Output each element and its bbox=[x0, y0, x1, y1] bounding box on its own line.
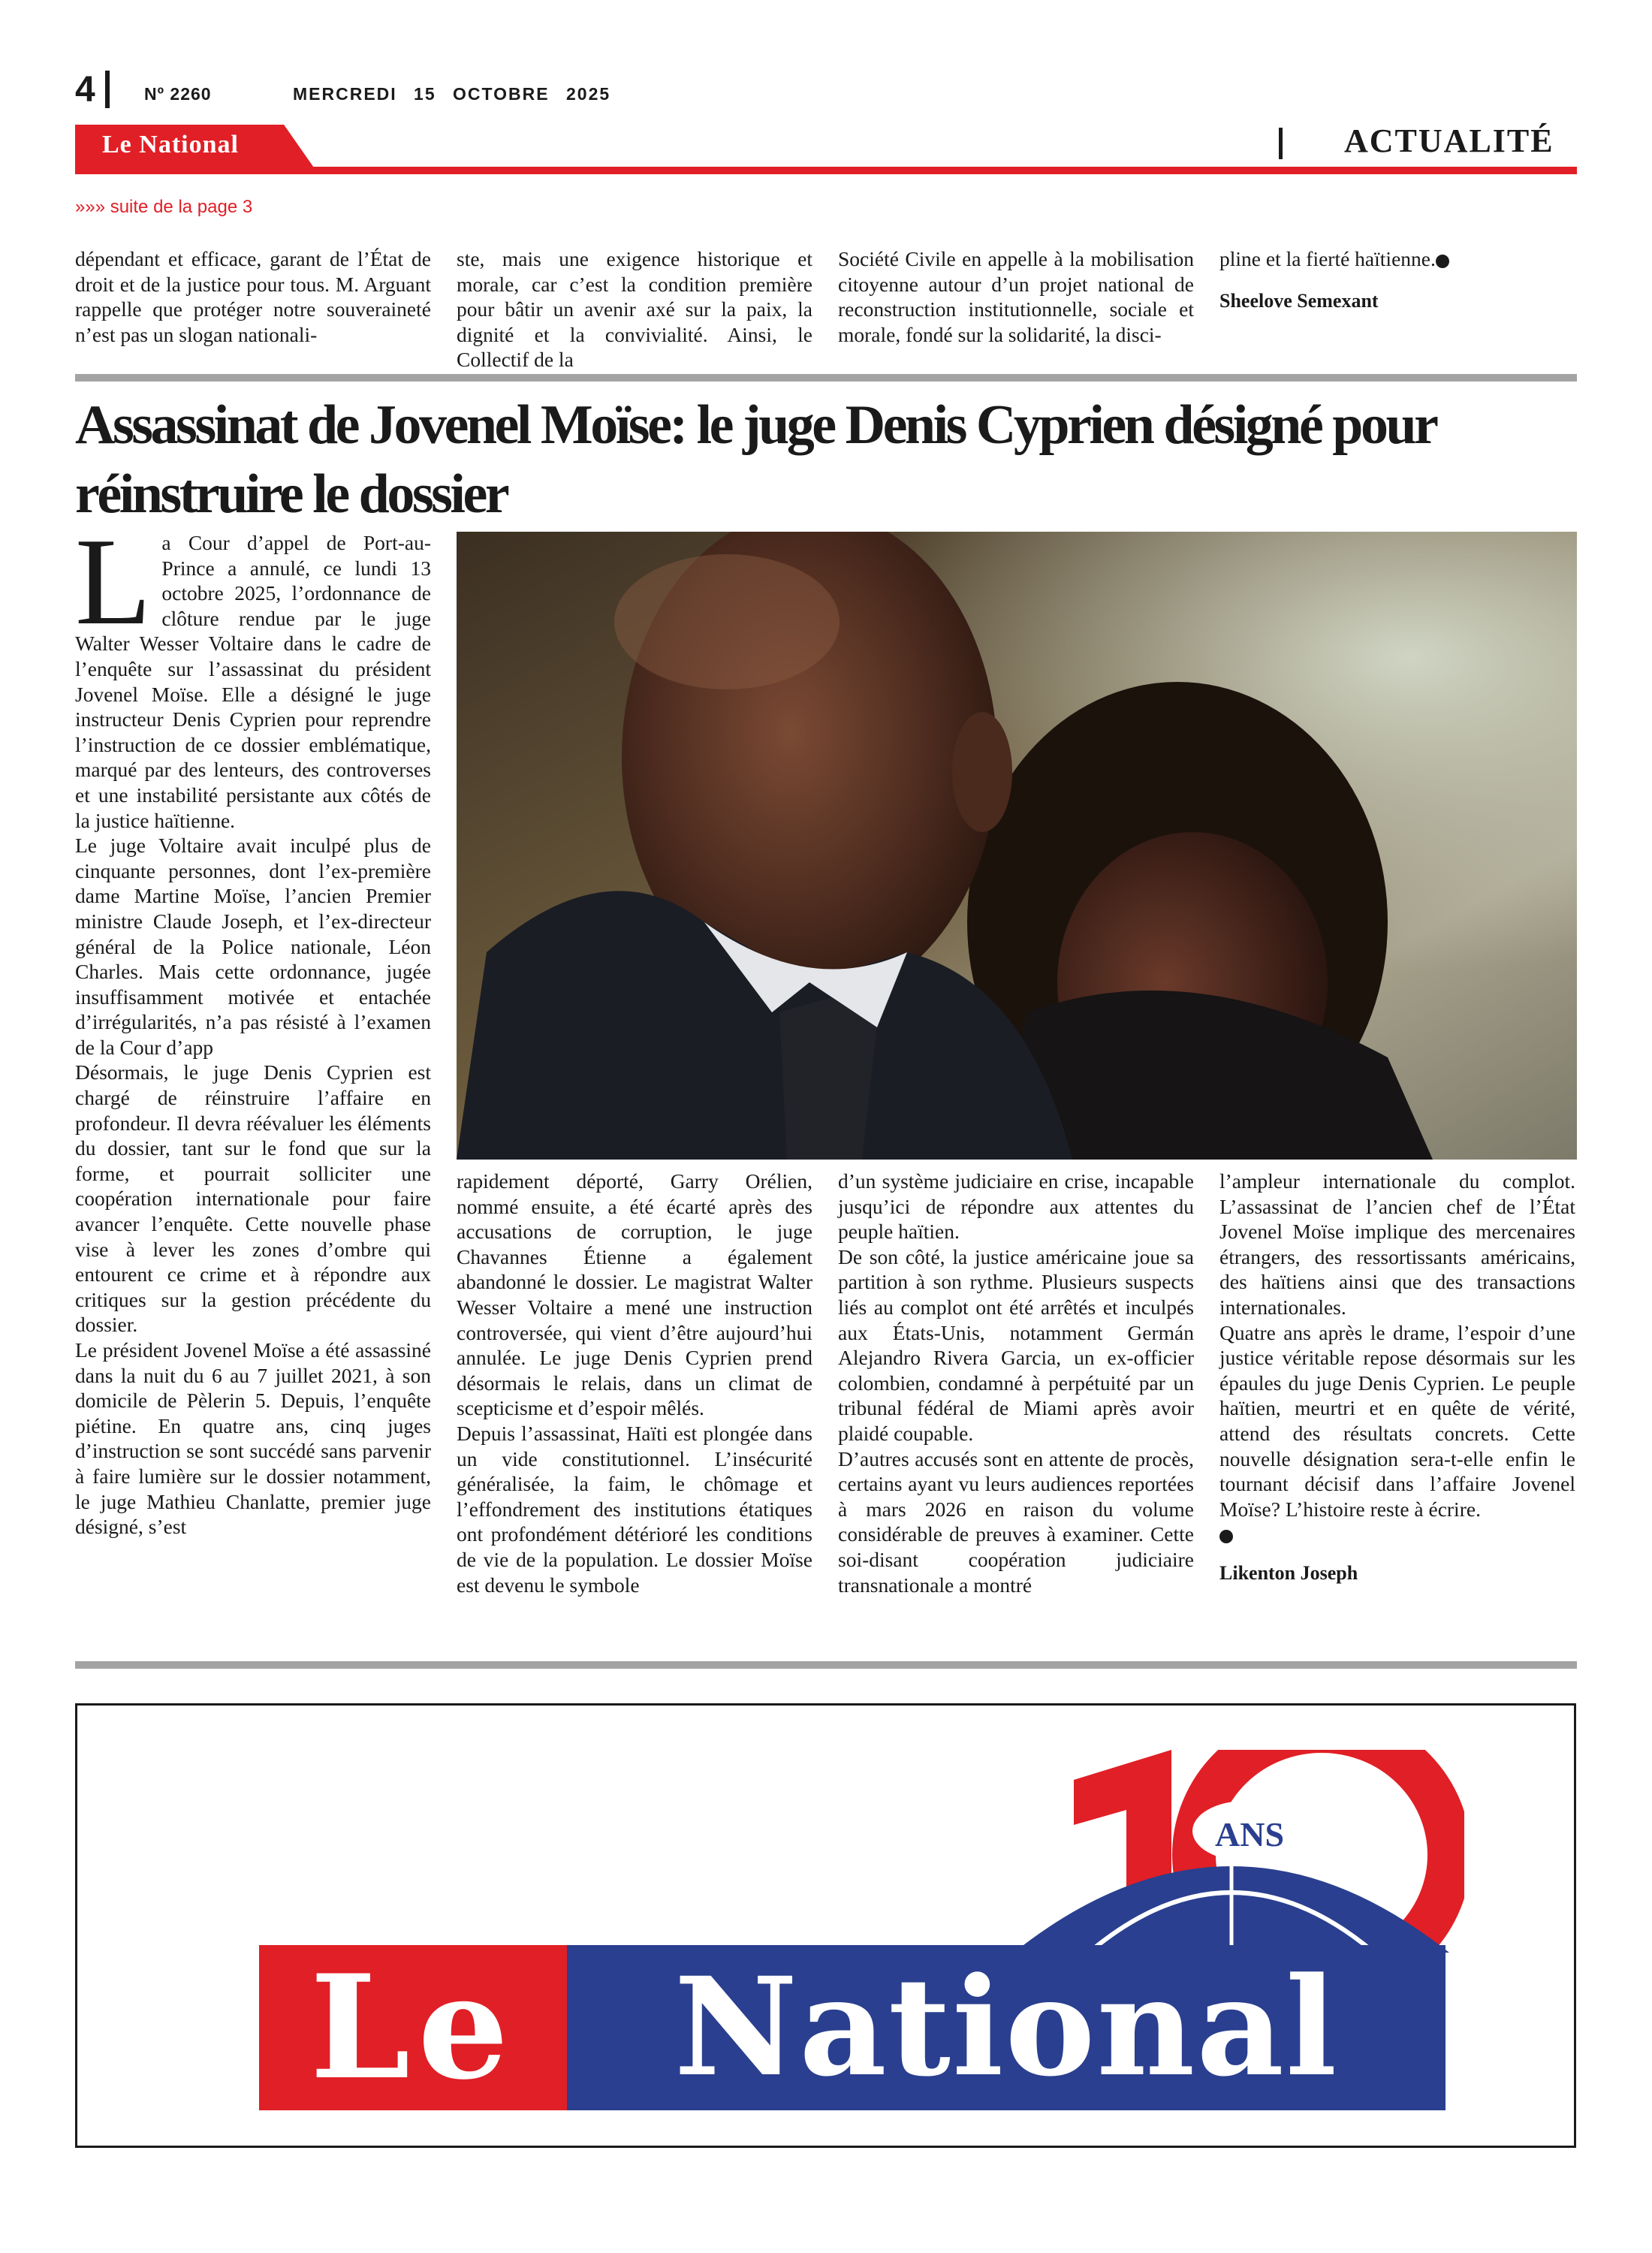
article-paragraph: Quatre ans après le drame, l’espoir d’une justice véritable repose désormais sur les épaules du juge Denis Cyprien. Le peuple haïtien, meurtri et en quête de vérité, attend des résultats concrets. Cette nouvelle désignation sera-t-elle enfin le tournant décisif dans l’affaire Jovenel Moïse? L’histoire reste à écrire. bbox=[1219, 1320, 1575, 1521]
issue-date: MERCREDI 15 OCTOBRE 2025 bbox=[293, 84, 611, 104]
issue-number: Nº 2260 bbox=[144, 84, 212, 104]
article-paragraph: Désormais, le juge Denis Cyprien est chargé de réinstruire l’affaire en profondeur. Il devra réévaluer les éléments du dossier, tant sur le fond que sur la forme, et pourrait solliciter une coopération internationale pour faire avancer l’enquête. Cette nouvelle phase vise à lever les zones d’ombre qui entourent ce crime et à répondre aux critiques sur la gestion précédente du dossier. bbox=[75, 1060, 431, 1337]
article-col-4 bbox=[1219, 1169, 1575, 1585]
brand-label: Le National bbox=[102, 131, 239, 158]
logo-national-text: National bbox=[674, 1948, 1339, 2107]
article-photo bbox=[457, 532, 1577, 1160]
article-col-2 bbox=[457, 1169, 812, 1597]
article-divider-top bbox=[75, 374, 1577, 382]
section-title: ACTUALITÉ bbox=[1344, 122, 1554, 159]
end-mark-icon bbox=[1436, 255, 1449, 268]
prev-article-col-4 bbox=[1219, 246, 1575, 312]
section-divider bbox=[1279, 128, 1283, 159]
end-mark-icon bbox=[1219, 1530, 1233, 1543]
article-paragraph: a Cour d’appel de Port-au-Prince a annulé, ce lundi 13 octobre 2025, l’ordonnance de clôture rendue par le juge Walter Wesser Voltaire dans le cadre de l’enquête sur l’assassinat du président Jovenel Moïse. Elle a désigné le juge instructeur Denis Cyprien pour reprendre l’instruction de ce dossier emblématique, marqué par des lenteurs, des controverses et une instabilité persistante aux côtés de la justice haïtienne. bbox=[75, 531, 431, 832]
prev-article-text-2: ste, mais une exigence historique et morale, car c’est la condition première pour bâtir un avenir axé sur la paix, la dignité et la convivialité. Ainsi, le Collectif de la bbox=[457, 247, 812, 372]
article-col-3 bbox=[838, 1169, 1194, 1597]
drop-cap: L bbox=[75, 512, 152, 650]
anniversary-label: ANS bbox=[1215, 1815, 1285, 1853]
prev-article-text-3: Société Civile en appelle à la mobilisation citoyenne autour d’un projet national de reconstruction institutionnelle, sociale et morale, fondé sur la solidarité, la disci- bbox=[838, 247, 1194, 346]
article-headline: Assassinat de Jovenel Moïse: le juge Denis Cyprien désigné pour réinstruire le dossier bbox=[75, 394, 1436, 525]
article-paragraph: De son côté, la justice américaine joue sa partition à son rythme. Plusieurs suspects liés au complot ont été arrêtés et inculpés aux États-Unis, notamment Germán Alejandro Rivera Garcia, un ex-officier colombien, condamné à perpétuité par un tribunal fédéral de Miami après avoir plaidé coupable. bbox=[838, 1244, 1194, 1445]
article-author: Likenton Joseph bbox=[1219, 1561, 1358, 1584]
article-paragraph: Le président Jovenel Moïse a été assassiné dans la nuit du 6 au 7 juillet 2021, à son domicile de Pèlerin 5. Depuis, l’enquête piétine. En quatre ans, cinq juges d’instruction se sont succédé sans parvenir à faire lumière sur le dossier notamment, le juge Mathieu Chanlatte, premier juge désigné, s’est bbox=[75, 1338, 431, 1539]
article-paragraph: Le juge Voltaire avait inculpé plus de cinquante personnes, dont l’ex-première dame Martine Moïse, l’ancien Premier ministre Claude Joseph, et l’ex-directeur général de la Police nationale, Léon Charles. Mais cette ordonnance, jugée insuffisamment motivée et entachée d’irrégularités, n’a pas résisté à l’examen de la Cour d’app bbox=[75, 834, 431, 1059]
logo-le-text: Le bbox=[309, 1944, 517, 2111]
article-paragraph: D’autres accusés sont en attente de procès, certains ayant vu leurs audiences reportées à mars 2026 en raison du volume considérable de preuves à examiner. Cette soi-disant coopération judiciaire transnationale a montré bbox=[838, 1446, 1194, 1597]
article-divider-bottom bbox=[75, 1661, 1577, 1669]
prev-article-col-2 bbox=[457, 246, 812, 372]
header-rule bbox=[75, 167, 1577, 174]
prev-article-author: Sheelove Semexant bbox=[1219, 289, 1379, 312]
prev-article-col-3 bbox=[838, 246, 1194, 347]
prev-article-text-1: dépendant et efficace, garant de l’État de droit et de la justice pour tous. M. Arguant rappelle que protéger notre souveraineté n’est pas un slogan nationali- bbox=[75, 247, 431, 346]
article-paragraph: Depuis l’assassinat, Haïti est plongée dans un vide constitutionnel. L’insécurité généralisée, la faim, le chômage et l’effondrement des institutions étatiques ont profondément détérioré les conditions de vie de la population. Le dossier Moïse est devenu le symbole bbox=[457, 1421, 812, 1597]
page-number-divider bbox=[105, 71, 110, 108]
article-paragraph: l’ampleur internationale du complot. L’assassinat de l’ancien chef de l’État Jovenel Moïse implique des mercenaires étrangers, des ressortissants américains, des haïtiens ainsi que des transactions internationales. bbox=[1219, 1169, 1575, 1319]
article-col-1 bbox=[75, 512, 431, 1540]
continued-from-note: »»» suite de la page 3 bbox=[75, 197, 253, 217]
article-paragraph: rapidement déporté, Garry Orélien, nommé ensuite, a été écarté après des accusations de corruption, le juge Chavannes Étienne a également abandonné le dossier. Le magistrat Walter Wesser Voltaire a mené une instruction controversée, qui vient d’être aujourd’hui annulée. Le juge Denis Cyprien prend désormais le relais, dans un climat de scepticisme et d’espoir mêlés. bbox=[457, 1169, 812, 1420]
prev-article-col-1 bbox=[75, 246, 431, 347]
article-paragraph: d’un système judiciaire en crise, incapable jusqu’ici de répondre aux attentes du peuple haïtien. bbox=[838, 1169, 1194, 1244]
page-number: 4 bbox=[75, 70, 95, 110]
prev-article-text-4: pline et la fierté haïtienne. bbox=[1219, 247, 1436, 270]
